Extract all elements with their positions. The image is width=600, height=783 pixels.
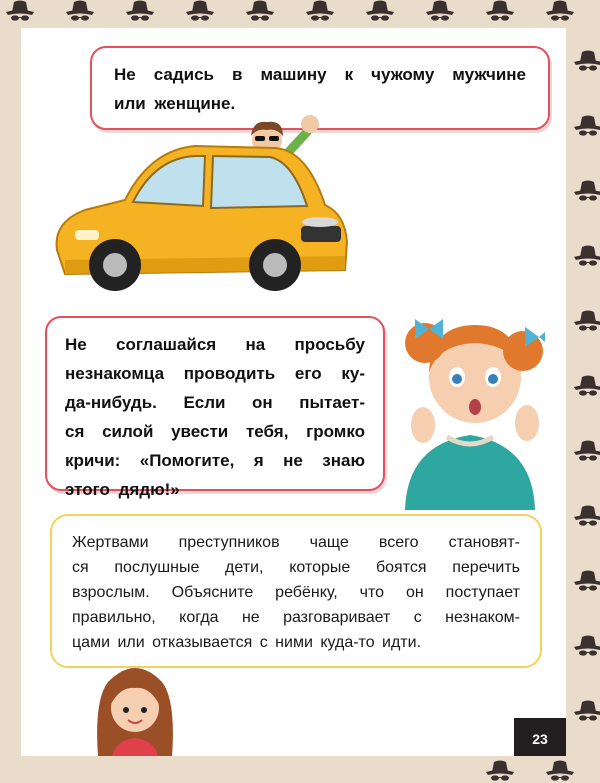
woman-avatar-icon (90, 660, 180, 756)
speech-bubble-refuse-stranger (45, 316, 385, 499)
bubble-line: взрослым. Объясните ребёнку, что он поступает (72, 584, 520, 601)
car-illustration (45, 110, 355, 305)
speech-bubble-parent-advice (50, 514, 542, 668)
bubble-line: правильно, когда не разговаривает с незнаком- (72, 609, 520, 626)
bubble-line: ся силой увести тебя, громко (65, 422, 365, 441)
bubble-line: цами или отказывается с ними куда-то идти. (72, 634, 422, 651)
bubble-line: Не садись в машину к чужому мужчине (114, 65, 526, 84)
bubble-line: Не соглашайся на просьбу (65, 335, 365, 354)
page-number: 23 (514, 718, 566, 756)
girl-pigtails-illustration (395, 295, 545, 510)
bubble-line: кричи: «Помогите, я не знаю (65, 451, 365, 470)
bubble-line: этого дядю!» (65, 480, 180, 499)
bubble-line: да-нибудь. Если он пытает- (65, 393, 365, 412)
bubble-line: или женщине. (114, 94, 236, 113)
bubble-line: Жертвами преступников чаще всего становят- (72, 534, 520, 551)
bubble-line: ся послушные дети, которые боятся перечить (72, 559, 520, 576)
bubble-line: незнакомца проводить его ку- (65, 364, 365, 383)
